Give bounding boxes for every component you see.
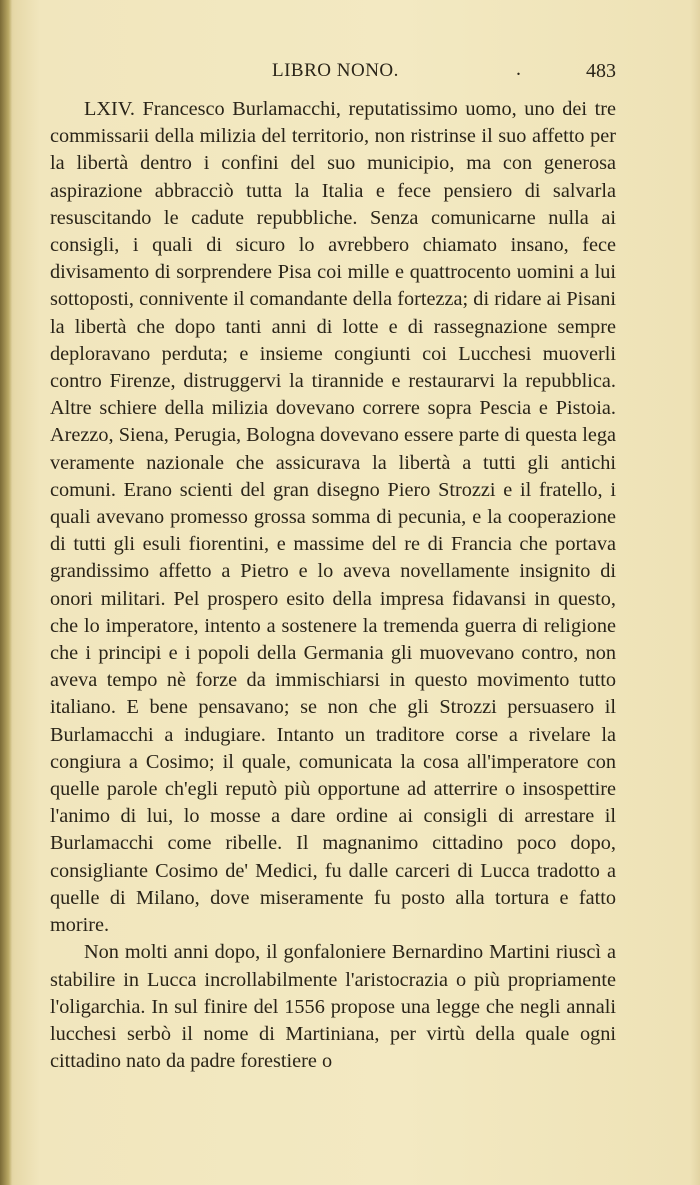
page-number: 483	[586, 60, 616, 82]
header-separator: .	[516, 58, 521, 80]
paragraph: LXIV. Francesco Burlamacchi, reputatissimo uomo, uno dei tre commissarii della milizia del territorio, non ristrinse il suo affetto per la libertà dentro i confini del suo municipio, ma con generosa aspirazione abbracciò tutta la Italia e fece pensiero di salvarla resuscitando le cadute repubbliche. Senza comunicarne nulla ai consigli, i quali di sicuro lo avrebbero chiamato insano, fece divisamento di sorprendere Pisa coi mille e quattrocento uomini a lui sottoposti, connivente il comandante della fortezza; di ridare ai Pisani la libertà che dopo tanti anni di lotte e di rassegnazione sempre deploravano perduta; e insieme congiunti coi Lucchesi muoverli contro Firenze, distruggervi la tirannide e restaurarvi la repubblica. Altre schiere della milizia dovevano correre sopra Pescia e Pistoia. Arezzo, Siena, Perugia, Bologna dovevano essere parte di questa lega veramente nazionale che assicurava la libertà a tutti gli antichi comuni. Erano scienti del gran disegno Piero Strozzi e il fratello, i quali avevano promesso grossa somma di pecunia, e la cooperazione di tutti gli esuli fiorentini, e massime del re di Francia che portava grandissimo affetto a Pietro e lo aveva novellamente insignito di onori militari. Pel prospero esito della impresa fidavansi in questo, che lo imperatore, intento a sostenere la tremenda guerra di religione che i principi e i popoli della Germania gli muovevano contro, non aveva tempo nè forze da immischiarsi in questo movimento tutto italiano. E bene pensavano; se non che gli Strozzi persuasero il Burlamacchi a indugiare. Intanto un traditore corse a rivelare la congiura a Cosimo; il quale, comunicata la cosa all'imperatore con quelle parole ch'egli reputò più opportune ad atterrire o insospettire l'animo di lui, lo mosse a dare ordine ai consigli di arrestare il Burlamacchi come ribelle. Il magnanimo cittadino poco dopo, consigliante Cosimo de' Medici, fu dalle carceri di Lucca tradotto a quelle di Milano, dove miseramente fu posto alla tortura e fatto morire.	[50, 98, 616, 937]
page-header	[50, 60, 616, 88]
body-text	[50, 96, 616, 1075]
paragraph: Non molti anni dopo, il gonfaloniere Bernardino Martini riuscì a stabilire in Lucca incrollabilmente l'aristocrazia o più propriamente l'oligarchia. In sul finire del 1556 propose una legge che negli annali lucchesi serbò il nome di Martiniana, per virtù della quale ogni cittadino nato da padre forestiere o	[50, 941, 616, 1073]
running-title: LIBRO NONO.	[272, 60, 399, 81]
book-spine-shadow	[0, 0, 12, 1185]
